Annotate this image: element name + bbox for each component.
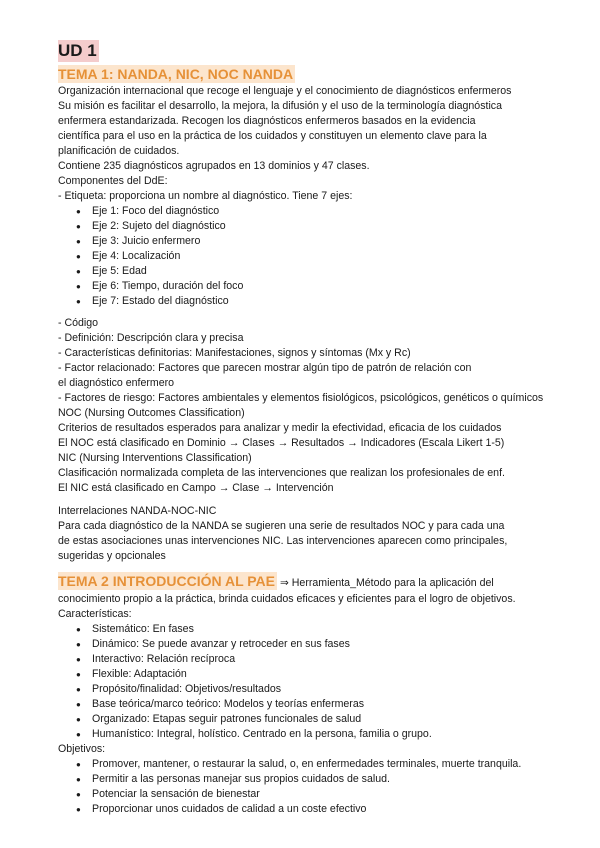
caracteristicas-list xyxy=(58,622,548,742)
list-item: ● Promover, mantener, o restaurar la salud, o, en enfermedades terminales, muerte tranquila. xyxy=(58,757,548,772)
text-line: Características: xyxy=(58,608,132,620)
text-line: Componentes del DdE: xyxy=(58,175,168,187)
text-line: Criterios de resultados esperados para analizar y medir la efectividad, eficacia de los cuidados xyxy=(58,422,502,434)
text-line: Contiene 235 diagnósticos agrupados en 13 dominios y 47 clases. xyxy=(58,160,370,172)
text-line: - Características definitorias: Manifestaciones, signos y síntomas (Mx y Rc) xyxy=(58,347,411,359)
tema1-components xyxy=(58,316,548,496)
text-line: Organización internacional que recoge el lenguaje y el conocimiento de diagnósticos enfermeros xyxy=(58,85,512,97)
text-line: científica para el uso en la práctica de los cuidados y constituyen un elemento clave para la xyxy=(58,130,487,142)
list-item: ● Eje 7: Estado del diagnóstico xyxy=(58,294,548,309)
text-line: Clasificación normalizada completa de las intervenciones que realizan los profesionales de enf. xyxy=(58,467,505,479)
list-item: ● Eje 1: Foco del diagnóstico xyxy=(58,204,548,219)
text-line: planificación de cuidados. xyxy=(58,145,180,157)
text-line: El NOC está clasificado en Dominio → Clases → Resultados → Indicadores (Escala Likert 1-5) xyxy=(58,437,505,449)
objetivos-label: Objetivos: xyxy=(58,743,106,755)
list-item: ● Eje 2: Sujeto del diagnóstico xyxy=(58,219,548,234)
text-line: - Factores de riesgo: Factores ambientales y elementos fisiológicos, psicológicos, genéticos o químicos xyxy=(58,392,544,404)
text-line: NIC (Nursing Interventions Classification) xyxy=(58,452,252,464)
list-item: ● Flexible: Adaptación xyxy=(58,667,548,682)
text-line: Interrelaciones NANDA-NOC-NIC xyxy=(58,505,217,517)
text-line: NOC (Nursing Outcomes Classification) xyxy=(58,407,245,419)
list-item: ● Propósito/finalidad: Objetivos/resultados xyxy=(58,682,548,697)
text-line: Para cada diagnóstico de la NANDA se sugieren una serie de resultados NOC y para cada una xyxy=(58,520,505,532)
tema2-heading-row xyxy=(58,572,548,592)
unit-title: UD 1 xyxy=(58,41,97,60)
list-item: ● Base teórica/marco teórico: Modelos y teorías enfermeras xyxy=(58,697,548,712)
list-item: ● Proporcionar unos cuidados de calidad a un coste efectivo xyxy=(58,802,548,817)
text-line: el diagnóstico enfermero xyxy=(58,377,175,389)
interrelaciones-section xyxy=(58,504,548,564)
list-item: ● Eje 5: Edad xyxy=(58,264,548,279)
list-item: ● Eje 4: Localización xyxy=(58,249,548,264)
document-page xyxy=(58,40,548,817)
text-line: - Código xyxy=(58,317,99,329)
list-item: ● Eje 3: Juicio enfermero xyxy=(58,234,548,249)
text-line: - Definición: Descripción clara y precisa xyxy=(58,332,244,344)
text-line: conocimiento propio a la práctica, brinda cuidados eficaces y eficientes para el logro de objetivos. xyxy=(58,593,516,605)
list-item: ● Interactivo: Relación recíproca xyxy=(58,652,548,667)
list-item: ● Eje 6: Tiempo, duración del foco xyxy=(58,279,548,294)
text-line: enfermera estandarizada. Recogen los diagnósticos enfermeros basados en la evidencia xyxy=(58,115,476,127)
list-item: ● Potenciar la sensación de bienestar xyxy=(58,787,548,802)
list-item: ● Organizado: Etapas seguir patrones funcionales de salud xyxy=(58,712,548,727)
list-item: ● Dinámico: Se puede avanzar y retroceder en sus fases xyxy=(58,637,548,652)
text-line: sugeridas y opcionales xyxy=(58,550,166,562)
text-line: - Etiqueta: proporciona un nombre al diagnóstico. Tiene 7 ejes: xyxy=(58,190,353,202)
text-line: El NIC está clasificado en Campo → Clase → Intervención xyxy=(58,482,334,494)
tema1-heading: TEMA 1: NANDA, NIC, NOC NANDA xyxy=(58,66,294,82)
tema2-intro xyxy=(58,592,548,622)
list-item: ● Humanístico: Integral, holístico. Centrado en la persona, familia o grupo. xyxy=(58,727,548,742)
tema2-heading: TEMA 2 INTRODUCCIÓN AL PAE xyxy=(58,573,276,589)
tema1-intro xyxy=(58,84,548,204)
list-item: ● Sistemático: En fases xyxy=(58,622,548,637)
text-line: Su misión es facilitar el desarrollo, la mejora, la difusión y el uso de la terminología diagnóstica xyxy=(58,100,502,112)
text-line: - Factor relacionado: Factores que parecen mostrar algún tipo de patrón de relación con xyxy=(58,362,472,374)
list-item: ● Permitir a las personas manejar sus propios cuidados de salud. xyxy=(58,772,548,787)
text-line: de estas asociaciones unas intervenciones NIC. Las intervenciones aparecen como principales, xyxy=(58,535,508,547)
objetivos-list xyxy=(58,757,548,817)
ejes-list xyxy=(58,204,548,309)
tema2-heading-rest: ⇒ Herramienta_Método para la aplicación del xyxy=(277,577,494,589)
